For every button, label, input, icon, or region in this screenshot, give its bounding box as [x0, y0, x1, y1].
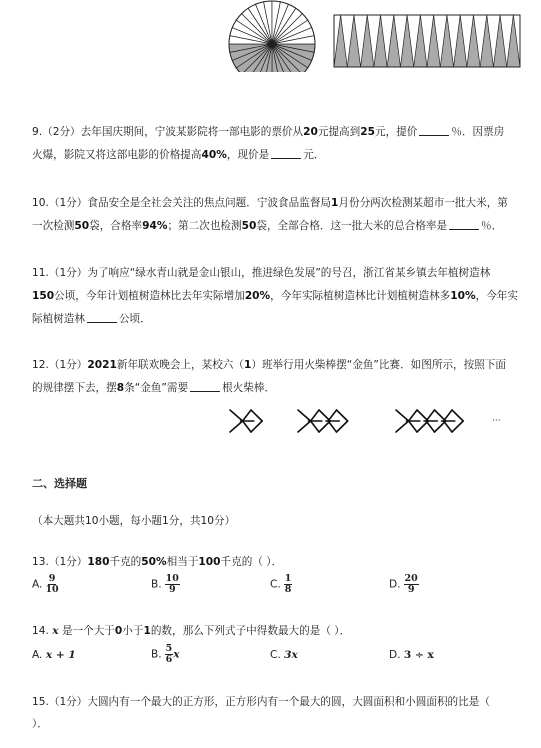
answer-blank[interactable]	[449, 219, 479, 230]
section-note: （本大题共10小题，每小题1分，共10分）	[32, 515, 236, 527]
matchstick	[311, 410, 319, 421]
q14-option-b[interactable]: B. $\frac{5}{6}$ x	[151, 643, 180, 665]
question-14-stem: 14. x 是一个大于0小于1的数，那么下列式子中得数最大的是（ ）．	[32, 625, 351, 637]
question-12-line-1: 12.（1分）2021新年联欢晚会上，某校六（1）班举行用火柴棒摆“金鱼”比赛．如图所示，按照下面	[32, 359, 507, 371]
shaded-triangle	[454, 15, 467, 67]
matchstick	[230, 421, 243, 432]
question-12-line-2: 的规律摆下去，摆8条“金鱼”需要 根火柴棒．	[32, 382, 276, 394]
question-10-line-1: 10.（1分）食品安全是全社会关注的焦点问题．宁波食品监督局1月份分两次检测某超市一批大米，第	[32, 197, 508, 209]
q13-option-c[interactable]: C. $\frac{1}{8}$	[270, 573, 292, 595]
matchstick-fish-figure	[226, 400, 526, 442]
shaded-triangle	[334, 15, 347, 67]
matchstick	[426, 421, 434, 432]
matchstick	[444, 410, 452, 421]
matchstick	[243, 410, 251, 421]
matchstick	[337, 410, 348, 421]
answer-blank[interactable]	[419, 125, 449, 136]
matchstick	[243, 421, 251, 432]
matchstick	[452, 421, 463, 432]
matchstick	[452, 410, 463, 421]
matchstick	[444, 421, 452, 432]
shaded-triangle	[440, 15, 453, 67]
q13-option-d[interactable]: D. $\frac{20}{9}$	[389, 573, 418, 595]
matchstick	[328, 410, 336, 421]
shaded-triangle	[414, 15, 427, 67]
question-10-line-2: 一次检测50袋，合格率94%；第二次也检测50袋，全部合格．这一批大米的总合格率是 ％．	[32, 220, 503, 232]
matchstick	[298, 421, 311, 432]
matchstick	[426, 410, 434, 421]
question-9-line-2: 火爆，影院又将这部电影的价格提高40%，现价是 元．	[32, 149, 325, 161]
answer-blank[interactable]	[190, 381, 220, 392]
matchstick	[337, 421, 348, 432]
circle-sectors-figure	[224, 0, 320, 72]
ellipsis: ···	[492, 416, 501, 426]
shaded-triangle	[387, 15, 400, 67]
shaded-triangle	[361, 15, 374, 67]
shaded-triangle	[480, 15, 493, 67]
question-9-line-1: 9.（2分）去年国庆期间，宁波某影院将一部电影的票价从20元提高到25元，提价 ％．因票房	[32, 126, 505, 138]
matchstick	[328, 421, 336, 432]
q14-option-a[interactable]: A. x + 1	[32, 649, 76, 661]
shaded-triangle	[427, 15, 440, 67]
matchstick	[251, 410, 262, 421]
shaded-triangle	[347, 15, 360, 67]
answer-blank[interactable]	[271, 148, 301, 159]
shaded-triangle	[467, 15, 480, 67]
section-title: 二、选择题	[32, 477, 87, 490]
question-13-stem: 13.（1分）180千克的50%相当于100千克的（ ）．	[32, 556, 283, 568]
matchstick	[251, 421, 262, 432]
question-11-line-3: 际植树造林 公顷．	[32, 313, 151, 325]
shaded-triangle	[507, 15, 520, 67]
matchstick	[409, 410, 417, 421]
question-15-line-1: 15.（1分）大圆内有一个最大的正方形，正方形内有一个最大的圆，大圆面积和小圆面积的比是（	[32, 696, 490, 708]
matchstick	[311, 421, 319, 432]
q13-option-b[interactable]: B. $\frac{10}{9}$	[151, 573, 179, 595]
answer-blank[interactable]	[87, 312, 117, 323]
matchstick	[396, 410, 409, 421]
shaded-triangle	[493, 15, 506, 67]
question-11-line-2: 150公顷，今年计划植树造林比去年实际增加20%，今年实际植树造林比计划植树造林多10%，今年实	[32, 290, 518, 302]
q14-option-d[interactable]: D. 3 ÷ x	[389, 649, 434, 661]
matchstick	[230, 410, 243, 421]
triangles-rectangle-figure	[333, 14, 521, 68]
q14-option-c[interactable]: C. 3x	[270, 649, 298, 661]
matchstick	[396, 421, 409, 432]
question-11-line-1: 11.（1分）为了响应“绿水青山就是金山银山，推进绿色发展”的号召，浙江省某乡镇去年植树造林	[32, 267, 491, 279]
question-15-line-2: ）．	[32, 718, 48, 730]
matchstick	[409, 421, 417, 432]
matchstick	[298, 410, 311, 421]
shaded-triangle	[374, 15, 387, 67]
shaded-triangle	[400, 15, 413, 67]
q13-option-a[interactable]: A. $\frac{9}{10}$	[32, 573, 59, 595]
